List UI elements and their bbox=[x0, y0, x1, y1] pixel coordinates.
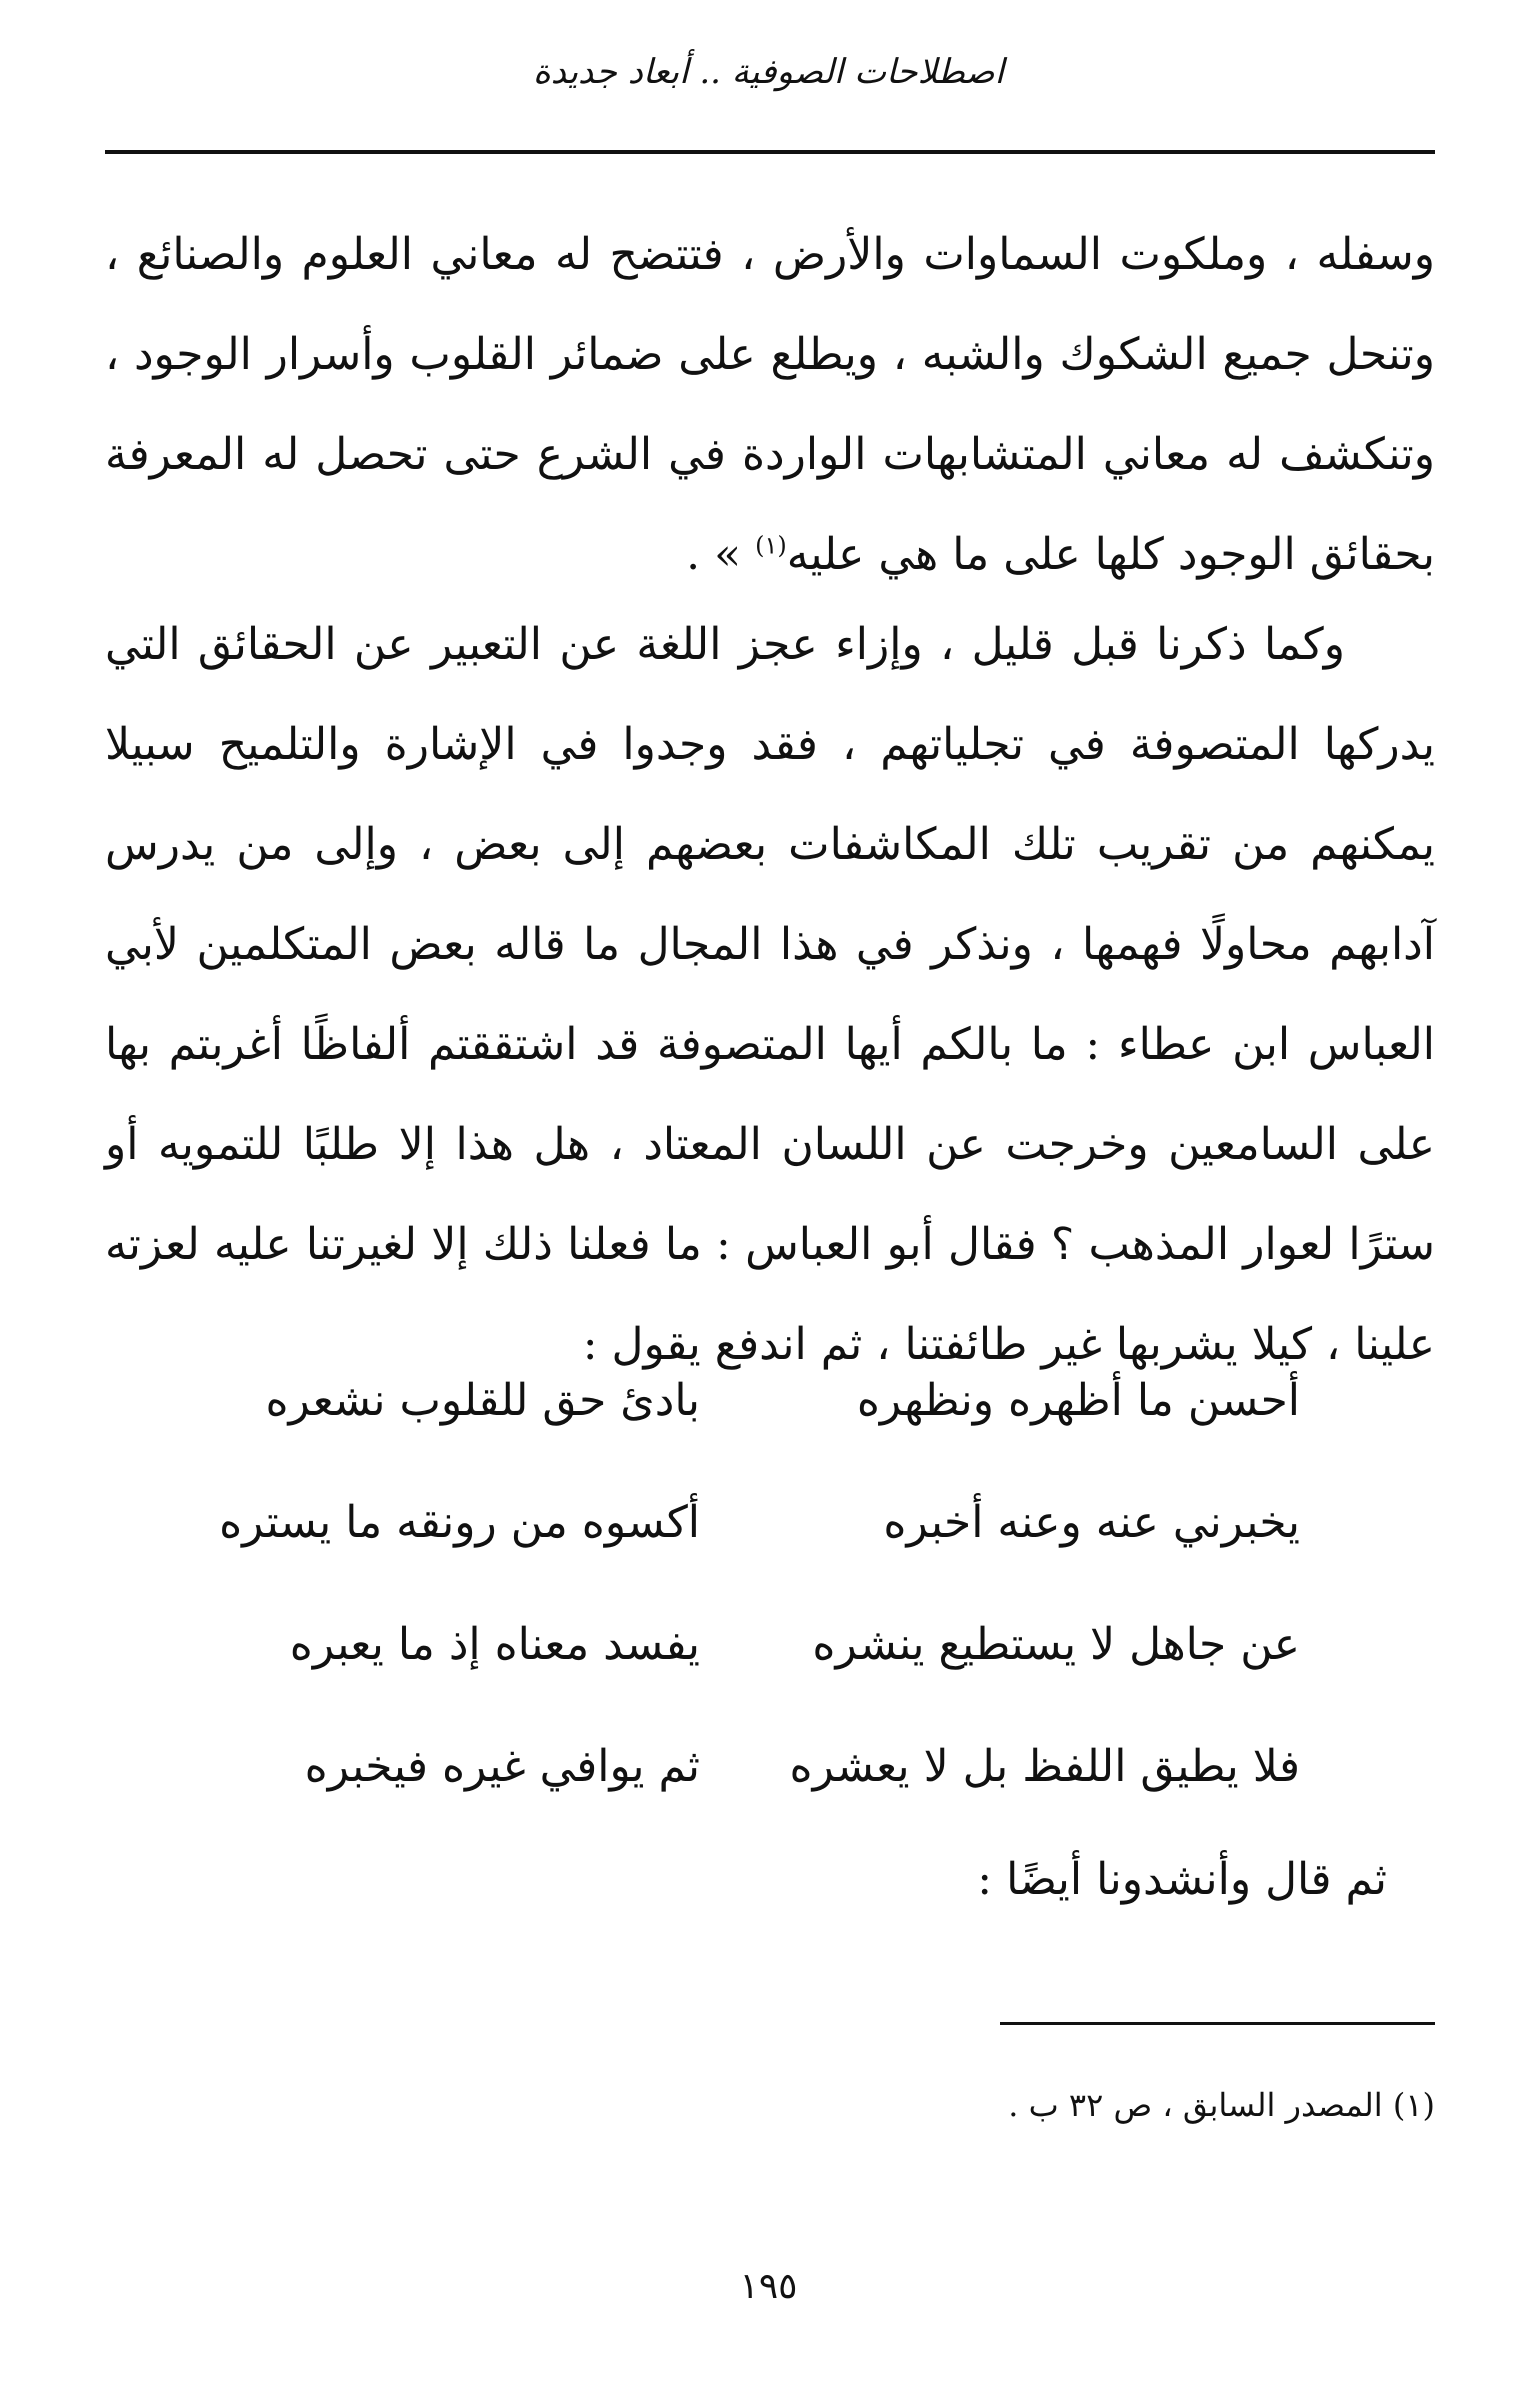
footnote: (١) المصدر السابق ، ص ٣٢ ب . bbox=[1008, 2086, 1435, 2124]
page-number: ١٩٥ bbox=[739, 2266, 798, 2307]
verse-first-hemistich: يخبرني عنه وعنه أخبره bbox=[883, 1497, 1300, 1548]
footnote-ref-mark: (١) bbox=[755, 531, 787, 560]
verse-second-hemistich: ثم يوافي غيره فيخبره bbox=[304, 1741, 700, 1792]
footnote-rule bbox=[1000, 2022, 1435, 2025]
verse-first-hemistich: فلا يطيق اللفظ بل لا يعشره bbox=[789, 1741, 1300, 1792]
running-head: اصطلاحات الصوفية .. أبعاد جديدة bbox=[532, 52, 1005, 92]
closing-line: ثم قال وأنشدونا أيضًا : bbox=[977, 1854, 1387, 1905]
paragraph-1-closing-quote: » . bbox=[686, 529, 742, 580]
paragraph-2-text: وكما ذكرنا قبل قليل ، وإزاء عجز اللغة عن التعبير عن الحقائق التي يدركها المتصوفة في تجلياتهم ، فقد وجدوا في الإشارة والتلميح سبيلا يمكنهم من تقريب تلك المكاشفات بعضهم إلى بعض ، وإلى من يدرس آدابهم محاولًا فهمها ، ونذكر في هذا المجال ما قاله بعض المتكلمين لأبي العباس ابن عطاء : ما بالكم أيها المتصوفة قد اشتققتم ألفاظًا أغربتم بها على السامعين وخرجت عن اللسان المعتاد ، هل هذا إلا طلبًا للتمويه أو سترًا لعوار المذهب ؟ فقال أبو العباس : ما فعلنا ذلك إلا لغيرتنا عليه لعزته علينا ، كيلا يشربها غير طائفتنا ، ثم اندفع يقول : bbox=[105, 619, 1435, 1370]
verse-second-hemistich: بادئ حق للقلوب نشعره bbox=[265, 1375, 700, 1426]
verse-row bbox=[105, 1340, 1435, 1462]
verse-row bbox=[105, 1584, 1435, 1706]
header-rule bbox=[105, 150, 1435, 154]
verse-second-hemistich: أكسوه من رونقه ما يستره bbox=[219, 1497, 700, 1548]
verse-second-hemistich: يفسد معناه إذ ما يعبره bbox=[289, 1619, 700, 1670]
verse-row bbox=[105, 1462, 1435, 1584]
verse-row bbox=[105, 1706, 1435, 1828]
verse-first-hemistich: عن جاهل لا يستطيع ينشره bbox=[812, 1619, 1300, 1670]
paragraph-1-text: وسفله ، وملكوت السماوات والأرض ، فتتضح له معاني العلوم والصنائع ، وتنحل جميع الشكوك والشبه ، ويطلع على ضمائر القلوب وأسرار الوجود ، وتنكشف له معاني المتشابهات الواردة في الشرع حتى تحصل له المعرفة بحقائق الوجود كلها على ما هي عليه bbox=[105, 229, 1435, 580]
paragraph-1 bbox=[105, 205, 1435, 605]
verse-first-hemistich: أحسن ما أظهره ونظهره bbox=[856, 1375, 1300, 1426]
poem-verses bbox=[105, 1340, 1435, 1828]
paragraph-2 bbox=[105, 595, 1435, 1395]
